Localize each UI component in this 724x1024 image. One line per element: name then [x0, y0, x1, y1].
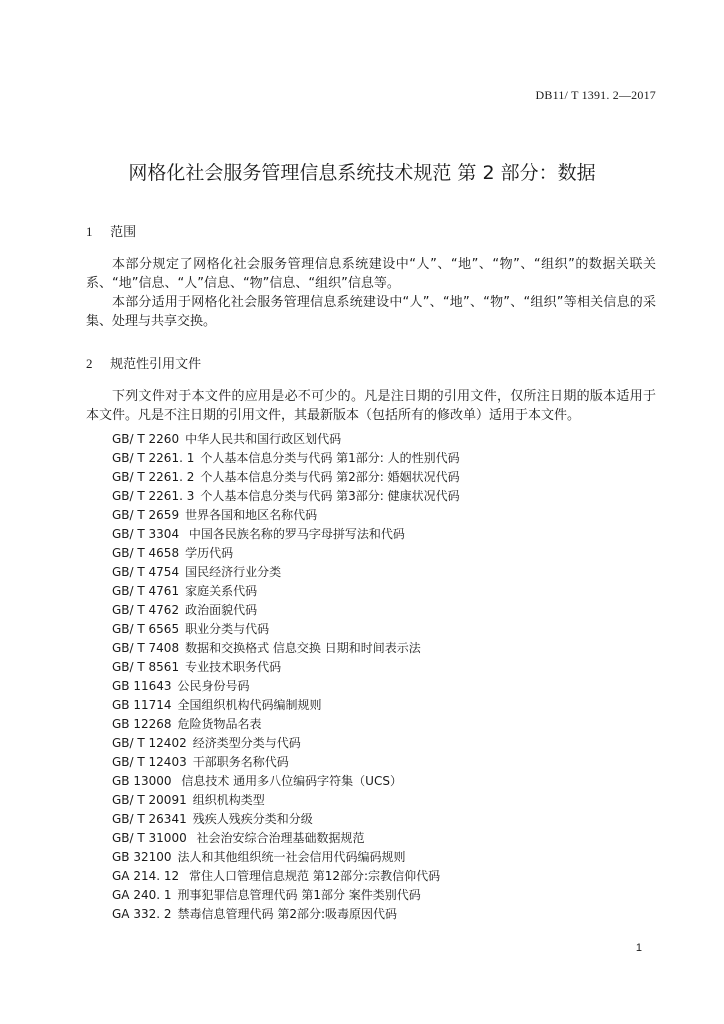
scope-paragraph-1: 本部分规定了网格化社会服务管理信息系统建设中“人”、“地”、“物”、“组织”的数据关联关系、“地”信息、“人”信息、“物”信息、“组织”信息等。 [86, 257, 656, 291]
reference-item [112, 829, 460, 848]
standard-code: DB11/ T 1391. 2—2017 [535, 88, 656, 102]
reference-name: 个人基本信息分类与代码 第2部分: 婚姻状况代码 [200, 470, 460, 484]
reference-code: GB 11643 [112, 679, 172, 693]
section-number: 2 [86, 356, 93, 371]
section-number: 1 [86, 224, 93, 239]
reference-code: GB/ T 2261. 2 [112, 470, 195, 484]
reference-code: GB 11714 [112, 698, 172, 712]
reference-item [112, 430, 460, 449]
reference-code: GB/ T 2261. 1 [112, 451, 195, 465]
reference-item [112, 867, 460, 886]
reference-item [112, 544, 460, 563]
reference-item [112, 791, 460, 810]
reference-code: GB/ T 4754 [112, 565, 180, 579]
reference-item [112, 848, 460, 867]
reference-name: 世界各国和地区名称代码 [185, 508, 318, 522]
reference-code: GB/ T 2261. 3 [112, 489, 195, 503]
scope-paragraph-2: 本部分适用于网格化社会服务管理信息系统建设中“人”、“地”、“物”、“组织”等相关信息的采集、处理与共享交换。 [86, 295, 656, 329]
reference-name: 法人和其他组织统一社会信用代码编码规则 [177, 850, 406, 864]
reference-code: GA 332. 2 [112, 907, 172, 921]
reference-code: GB/ T 12402 [112, 736, 187, 750]
page-number: 1 [635, 942, 642, 954]
reference-code: GB/ T 2260 [112, 432, 180, 446]
reference-name: 个人基本信息分类与代码 第3部分: 健康状况代码 [200, 489, 460, 503]
reference-code: GB/ T 8561 [112, 660, 180, 674]
reference-code: GB/ T 4761 [112, 584, 180, 598]
reference-name: 常住人口管理信息规范 第12部分:宗教信仰代码 [185, 869, 441, 883]
reference-item [112, 582, 460, 601]
reference-item [112, 886, 460, 905]
section-heading-scope [86, 221, 136, 240]
reference-item [112, 658, 460, 677]
reference-code: GB 12268 [112, 717, 172, 731]
reference-name: 残疾人残疾分类和分级 [192, 812, 313, 826]
reference-item [112, 753, 460, 772]
reference-item [112, 525, 460, 544]
reference-item [112, 620, 460, 639]
reference-name: 刑事犯罪信息管理代码 第1部分 案件类别代码 [177, 888, 421, 902]
reference-name: 政治面貌代码 [185, 603, 258, 617]
reference-name: 国民经济行业分类 [185, 565, 282, 579]
reference-item [112, 449, 460, 468]
reference-name: 家庭关系代码 [185, 584, 258, 598]
document-title: 网格化社会服务管理信息系统技术规范 第 2 部分：数据 [128, 162, 596, 184]
reference-code: GB/ T 20091 [112, 793, 187, 807]
reference-code: GB/ T 12403 [112, 755, 187, 769]
reference-item [112, 639, 460, 658]
reference-item [112, 563, 460, 582]
reference-code: GB 32100 [112, 850, 172, 864]
reference-code: GA 240. 1 [112, 888, 172, 902]
reference-item [112, 506, 460, 525]
reference-item [112, 677, 460, 696]
reference-item [112, 772, 460, 791]
reference-name: 公民身份号码 [177, 679, 250, 693]
section-heading-normative-references [86, 353, 201, 372]
reference-name: 中华人民共和国行政区划代码 [185, 432, 342, 446]
reference-code: GB/ T 31000 [112, 831, 187, 845]
reference-name: 专业技术职务代码 [185, 660, 282, 674]
reference-name: 社会治安综合治理基础数据规范 [192, 831, 365, 845]
reference-name: 数据和交换格式 信息交换 日期和时间表示法 [185, 641, 421, 655]
reference-item [112, 810, 460, 829]
reference-list [112, 430, 460, 924]
reference-name: 经济类型分类与代码 [192, 736, 301, 750]
reference-item [112, 601, 460, 620]
section-title: 规范性引用文件 [110, 357, 202, 372]
reference-name: 学历代码 [185, 546, 234, 560]
reference-item [112, 696, 460, 715]
reference-name: 职业分类与代码 [185, 622, 270, 636]
reference-item [112, 734, 460, 753]
reference-code: GB/ T 4762 [112, 603, 180, 617]
reference-name: 中国各民族名称的罗马字母拼写法和代码 [185, 527, 405, 541]
reference-code: GB 13000 [112, 774, 172, 788]
reference-name: 干部职务名称代码 [192, 755, 289, 769]
reference-code: GA 214. 12 [112, 869, 180, 883]
reference-code: GB/ T 2659 [112, 508, 180, 522]
reference-code: GB/ T 3304 [112, 527, 180, 541]
reference-name: 全国组织机构代码编制规则 [177, 698, 322, 712]
reference-name: 组织机构类型 [192, 793, 265, 807]
section-title: 范围 [110, 225, 137, 240]
reference-code: GB/ T 7408 [112, 641, 180, 655]
reference-code: GB/ T 6565 [112, 622, 180, 636]
reference-name: 禁毒信息管理代码 第2部分:吸毒原因代码 [177, 907, 397, 921]
reference-item [112, 487, 460, 506]
reference-item [112, 715, 460, 734]
reference-name: 信息技术 通用多八位编码字符集（UCS） [177, 774, 402, 788]
references-intro-paragraph: 下列文件对于本文件的应用是必不可少的。凡是注日期的引用文件，仅所注日期的版本适用于本文件。凡是不注日期的引用文件，其最新版本（包括所有的修改单）适用于本文件。 [86, 389, 656, 423]
reference-item [112, 468, 460, 487]
reference-code: GB/ T 26341 [112, 812, 187, 826]
reference-name: 危险货物品名表 [177, 717, 262, 731]
reference-code: GB/ T 4658 [112, 546, 180, 560]
reference-name: 个人基本信息分类与代码 第1部分: 人的性别代码 [200, 451, 460, 465]
reference-item [112, 905, 460, 924]
